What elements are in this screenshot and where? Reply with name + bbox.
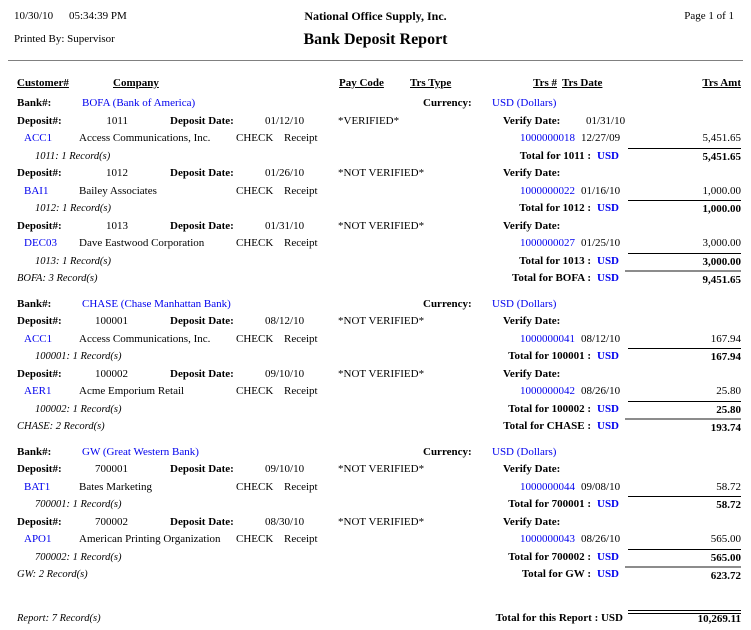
page-header bbox=[0, 0, 751, 60]
deposit-label: Deposit#: bbox=[17, 114, 62, 127]
bank-code-link[interactable]: CHASE (Chase Manhattan Bank) bbox=[82, 297, 231, 310]
bank-total-label: Total for GW : bbox=[521, 568, 591, 580]
verified-status: *NOT VERIFIED* bbox=[338, 219, 425, 232]
bank-label: Bank#: bbox=[17, 297, 52, 310]
deposit-number: 700001 bbox=[95, 463, 128, 475]
deposit-number: 1013 bbox=[106, 219, 128, 232]
verify-date-label: Verify Date: bbox=[503, 515, 561, 528]
customer-code-link[interactable]: BAI1 bbox=[24, 184, 49, 197]
report-total-row bbox=[0, 610, 751, 628]
deposit-date-label: Deposit Date: bbox=[170, 463, 234, 475]
header-divider bbox=[8, 60, 743, 61]
trs-number-link[interactable]: 1000000042 bbox=[520, 385, 575, 397]
deposit-date-value: 09/10/10 bbox=[265, 367, 305, 380]
verify-date-label: Verify Date: bbox=[503, 315, 561, 327]
deposit-total-label: Total for 1012 : bbox=[519, 202, 591, 214]
trs-date: 09/08/10 bbox=[581, 480, 621, 493]
bank-section-gw bbox=[0, 444, 751, 584]
customer-code-link[interactable]: AER1 bbox=[24, 385, 52, 397]
verify-date-label: Verify Date: bbox=[503, 367, 561, 380]
trs-type: Receipt bbox=[284, 237, 318, 249]
bank-header-row bbox=[0, 296, 751, 314]
bank-code-link[interactable]: BOFA (Bank of America) bbox=[82, 97, 196, 109]
bank-label: Bank#: bbox=[17, 445, 52, 458]
deposit-number: 700002 bbox=[95, 515, 128, 528]
deposit-record-count: 700001: 1 Record(s) bbox=[35, 499, 122, 510]
bank-total-row bbox=[0, 270, 751, 288]
trs-number-link[interactable]: 1000000043 bbox=[520, 533, 575, 545]
deposit-number: 1012 bbox=[106, 167, 128, 179]
deposit-total-currency-link[interactable]: USD bbox=[597, 254, 620, 267]
customer-company: Bates Marketing bbox=[79, 480, 153, 493]
trs-date: 12/27/09 bbox=[581, 132, 621, 144]
deposit-total-amount: 1,000.00 bbox=[628, 200, 741, 219]
pay-code: CHECK bbox=[236, 385, 274, 397]
report-total-label: Total for this Report : USD bbox=[495, 611, 623, 624]
deposit-total-currency-link[interactable]: USD bbox=[597, 350, 620, 362]
trs-type: Receipt bbox=[284, 533, 318, 545]
trs-amount: 1,000.00 bbox=[702, 184, 741, 197]
customer-company: Access Communications, Inc. bbox=[79, 132, 211, 144]
bank-total-amount: 193.74 bbox=[625, 418, 741, 438]
deposit-number: 1011 bbox=[106, 114, 128, 127]
customer-company: Access Communications, Inc. bbox=[79, 332, 211, 345]
verify-date-label: Verify Date: bbox=[503, 219, 561, 232]
deposit-number: 100002 bbox=[95, 367, 128, 380]
deposit-date-value: 01/31/10 bbox=[265, 219, 305, 232]
deposit-total-row bbox=[0, 549, 751, 567]
company-name: National Office Supply, Inc. bbox=[304, 9, 447, 23]
deposit-label: Deposit#: bbox=[17, 463, 62, 475]
bank-record-count: BOFA: 3 Record(s) bbox=[17, 273, 98, 284]
deposit-total-row bbox=[0, 348, 751, 366]
transaction-row bbox=[0, 383, 751, 401]
deposit-header-row bbox=[0, 313, 751, 331]
column-header-row bbox=[0, 75, 751, 92]
deposit-total-label: Total for 100001 : bbox=[508, 350, 591, 362]
bank-total-label: Total for CHASE : bbox=[503, 420, 591, 432]
deposit-record-count: 1012: 1 Record(s) bbox=[35, 203, 112, 214]
transaction-row bbox=[0, 531, 751, 549]
deposit-date-label: Deposit Date: bbox=[170, 515, 234, 528]
pay-code: CHECK bbox=[236, 237, 274, 249]
deposit-total-amount: 167.94 bbox=[628, 348, 741, 367]
deposit-date-value: 09/10/10 bbox=[265, 463, 305, 475]
report-body bbox=[0, 95, 751, 627]
trs-type: Receipt bbox=[284, 385, 318, 397]
deposit-total-row bbox=[0, 200, 751, 218]
deposit-total-currency-link[interactable]: USD bbox=[597, 550, 620, 563]
bank-section-chase bbox=[0, 296, 751, 436]
customer-company: Bailey Associates bbox=[79, 184, 157, 197]
currency-value-link[interactable]: USD (Dollars) bbox=[492, 97, 557, 109]
deposit-label: Deposit#: bbox=[17, 315, 62, 327]
trs-number-link[interactable]: 1000000027 bbox=[520, 237, 575, 249]
trs-type: Receipt bbox=[284, 132, 318, 144]
bank-header-row bbox=[0, 444, 751, 462]
trs-amount: 565.00 bbox=[710, 533, 741, 545]
customer-company: Dave Eastwood Corporation bbox=[79, 237, 205, 249]
bank-total-row bbox=[0, 418, 751, 436]
deposit-total-label: Total for 1011 : bbox=[519, 149, 591, 162]
page-number: Page 1 of 1 bbox=[684, 10, 734, 22]
deposit-total-currency-link[interactable]: USD bbox=[597, 202, 620, 214]
customer-code-link[interactable]: DEC03 bbox=[24, 237, 57, 249]
customer-code-link[interactable]: BAT1 bbox=[24, 480, 51, 493]
currency-label: Currency: bbox=[423, 297, 472, 310]
trs-amount: 58.72 bbox=[716, 480, 741, 493]
trs-date: 08/26/10 bbox=[581, 533, 621, 545]
deposit-record-count: 700002: 1 Record(s) bbox=[35, 551, 122, 563]
pay-code: CHECK bbox=[236, 184, 274, 197]
deposit-label: Deposit#: bbox=[17, 515, 62, 528]
deposit-date-label: Deposit Date: bbox=[170, 114, 234, 127]
col-company: Company bbox=[113, 77, 159, 89]
trs-amount: 5,451.65 bbox=[702, 132, 741, 144]
trs-number-link[interactable]: 1000000041 bbox=[520, 332, 575, 345]
deposit-total-label: Total for 100002 : bbox=[508, 402, 591, 415]
report-title: Bank Deposit Report bbox=[303, 31, 448, 48]
printed-by: Printed By: Supervisor bbox=[14, 33, 115, 45]
deposit-header-row bbox=[0, 514, 751, 532]
deposit-total-currency-link[interactable]: USD bbox=[597, 498, 620, 510]
trs-date: 08/12/10 bbox=[581, 332, 621, 345]
col-trs-amt: Trs Amt bbox=[702, 77, 741, 89]
deposit-total-currency-link[interactable]: USD bbox=[597, 402, 620, 415]
col-pay-code: Pay Code bbox=[339, 77, 384, 89]
verify-date-label: Verify Date: bbox=[503, 463, 561, 475]
deposit-date-label: Deposit Date: bbox=[170, 367, 234, 380]
trs-number-link[interactable]: 1000000018 bbox=[520, 132, 575, 144]
trs-date: 08/26/10 bbox=[581, 385, 621, 397]
trs-type: Receipt bbox=[284, 184, 318, 197]
customer-company: American Printing Organization bbox=[79, 533, 221, 545]
deposit-total-amount: 5,451.65 bbox=[628, 148, 741, 167]
deposit-header-row bbox=[0, 461, 751, 479]
transaction-row bbox=[0, 183, 751, 201]
deposit-total-row bbox=[0, 496, 751, 514]
currency-label: Currency: bbox=[423, 445, 472, 458]
deposit-date-label: Deposit Date: bbox=[170, 219, 234, 232]
bank-section-bofa bbox=[0, 95, 751, 288]
deposit-total-row bbox=[0, 401, 751, 419]
deposit-date-value: 08/30/10 bbox=[265, 515, 305, 528]
bank-total-amount: 623.72 bbox=[625, 566, 741, 586]
print-time: 05:34:39 PM bbox=[69, 10, 127, 22]
transaction-row bbox=[0, 331, 751, 349]
deposit-total-currency-link[interactable]: USD bbox=[597, 149, 620, 162]
trs-amount: 167.94 bbox=[710, 332, 741, 345]
trs-amount: 3,000.00 bbox=[702, 237, 741, 249]
customer-code-link[interactable]: ACC1 bbox=[24, 132, 53, 144]
trs-date: 01/25/10 bbox=[581, 237, 621, 249]
transaction-row bbox=[0, 130, 751, 148]
trs-number-link[interactable]: 1000000022 bbox=[520, 184, 575, 197]
verified-status: *NOT VERIFIED* bbox=[338, 315, 425, 327]
deposit-label: Deposit#: bbox=[17, 167, 62, 179]
deposit-record-count: 1013: 1 Record(s) bbox=[35, 255, 112, 267]
deposit-label: Deposit#: bbox=[17, 219, 62, 232]
deposit-date-value: 08/12/10 bbox=[265, 315, 305, 327]
verified-status: *NOT VERIFIED* bbox=[338, 167, 425, 179]
deposit-total-row bbox=[0, 148, 751, 166]
bank-total-amount: 9,451.65 bbox=[625, 270, 741, 290]
deposit-record-count: 100001: 1 Record(s) bbox=[35, 351, 122, 362]
verify-date-value: 01/31/10 bbox=[586, 114, 626, 127]
deposit-date-value: 01/26/10 bbox=[265, 167, 305, 179]
report-total-double-underline bbox=[628, 610, 741, 614]
deposit-total-row bbox=[0, 253, 751, 271]
currency-value-link[interactable]: USD (Dollars) bbox=[492, 445, 557, 458]
bank-total-currency-link[interactable]: USD bbox=[597, 272, 620, 284]
trs-type: Receipt bbox=[284, 332, 318, 345]
col-customer: Customer# bbox=[17, 77, 69, 89]
trs-amount: 25.80 bbox=[716, 385, 741, 397]
bank-label: Bank#: bbox=[17, 97, 52, 109]
report-total-amount: 10,269.11 bbox=[628, 610, 741, 629]
pay-code: CHECK bbox=[236, 480, 274, 493]
deposit-total-label: Total for 700001 : bbox=[508, 498, 591, 510]
bank-header-row bbox=[0, 95, 751, 113]
deposit-date-value: 01/12/10 bbox=[265, 114, 305, 127]
deposit-header-row bbox=[0, 366, 751, 384]
bank-record-count: CHASE: 2 Record(s) bbox=[17, 421, 105, 432]
bank-total-row bbox=[0, 566, 751, 584]
deposit-total-amount: 25.80 bbox=[628, 401, 741, 420]
deposit-number: 100001 bbox=[95, 315, 128, 327]
bank-total-currency-link[interactable]: USD bbox=[597, 568, 620, 580]
currency-label: Currency: bbox=[423, 97, 472, 109]
verified-status: *NOT VERIFIED* bbox=[338, 515, 425, 528]
deposit-total-amount: 3,000.00 bbox=[628, 253, 741, 272]
deposit-record-count: 1011: 1 Record(s) bbox=[35, 150, 111, 162]
pay-code: CHECK bbox=[236, 132, 274, 144]
report-record-count: Report: 7 Record(s) bbox=[17, 612, 101, 624]
deposit-date-label: Deposit Date: bbox=[170, 315, 234, 327]
deposit-record-count: 100002: 1 Record(s) bbox=[35, 403, 122, 415]
deposit-label: Deposit#: bbox=[17, 367, 62, 380]
trs-number-link[interactable]: 1000000044 bbox=[520, 480, 575, 493]
deposit-header-row bbox=[0, 218, 751, 236]
verified-status: *NOT VERIFIED* bbox=[338, 367, 425, 380]
deposit-header-row bbox=[0, 113, 751, 131]
bank-total-currency-link[interactable]: USD bbox=[597, 420, 620, 432]
bank-record-count: GW: 2 Record(s) bbox=[17, 569, 88, 580]
bank-code-link[interactable]: GW (Great Western Bank) bbox=[82, 445, 199, 458]
print-date: 10/30/10 bbox=[14, 10, 54, 22]
verified-status: *VERIFIED* bbox=[338, 114, 400, 127]
col-trs-num: Trs # bbox=[533, 77, 557, 89]
pay-code: CHECK bbox=[236, 533, 274, 545]
customer-company: Acme Emporium Retail bbox=[79, 385, 185, 397]
transaction-row bbox=[0, 479, 751, 497]
deposit-header-row bbox=[0, 165, 751, 183]
trs-type: Receipt bbox=[284, 480, 318, 493]
currency-value-link[interactable]: USD (Dollars) bbox=[492, 297, 557, 310]
deposit-total-amount: 565.00 bbox=[628, 549, 741, 568]
customer-code-link[interactable]: APO1 bbox=[24, 533, 52, 545]
verified-status: *NOT VERIFIED* bbox=[338, 463, 425, 475]
deposit-date-label: Deposit Date: bbox=[170, 167, 234, 179]
deposit-total-amount: 58.72 bbox=[628, 496, 741, 515]
col-trs-type: Trs Type bbox=[410, 77, 452, 89]
customer-code-link[interactable]: ACC1 bbox=[24, 332, 53, 345]
transaction-row bbox=[0, 235, 751, 253]
col-trs-date: Trs Date bbox=[562, 77, 603, 89]
trs-date: 01/16/10 bbox=[581, 184, 621, 197]
verify-date-label: Verify Date: bbox=[503, 114, 561, 127]
verify-date-label: Verify Date: bbox=[503, 167, 561, 179]
deposit-total-label: Total for 1013 : bbox=[519, 254, 591, 267]
deposit-total-label: Total for 700002 : bbox=[508, 550, 591, 563]
pay-code: CHECK bbox=[236, 332, 274, 345]
bank-total-label: Total for BOFA : bbox=[512, 272, 591, 284]
